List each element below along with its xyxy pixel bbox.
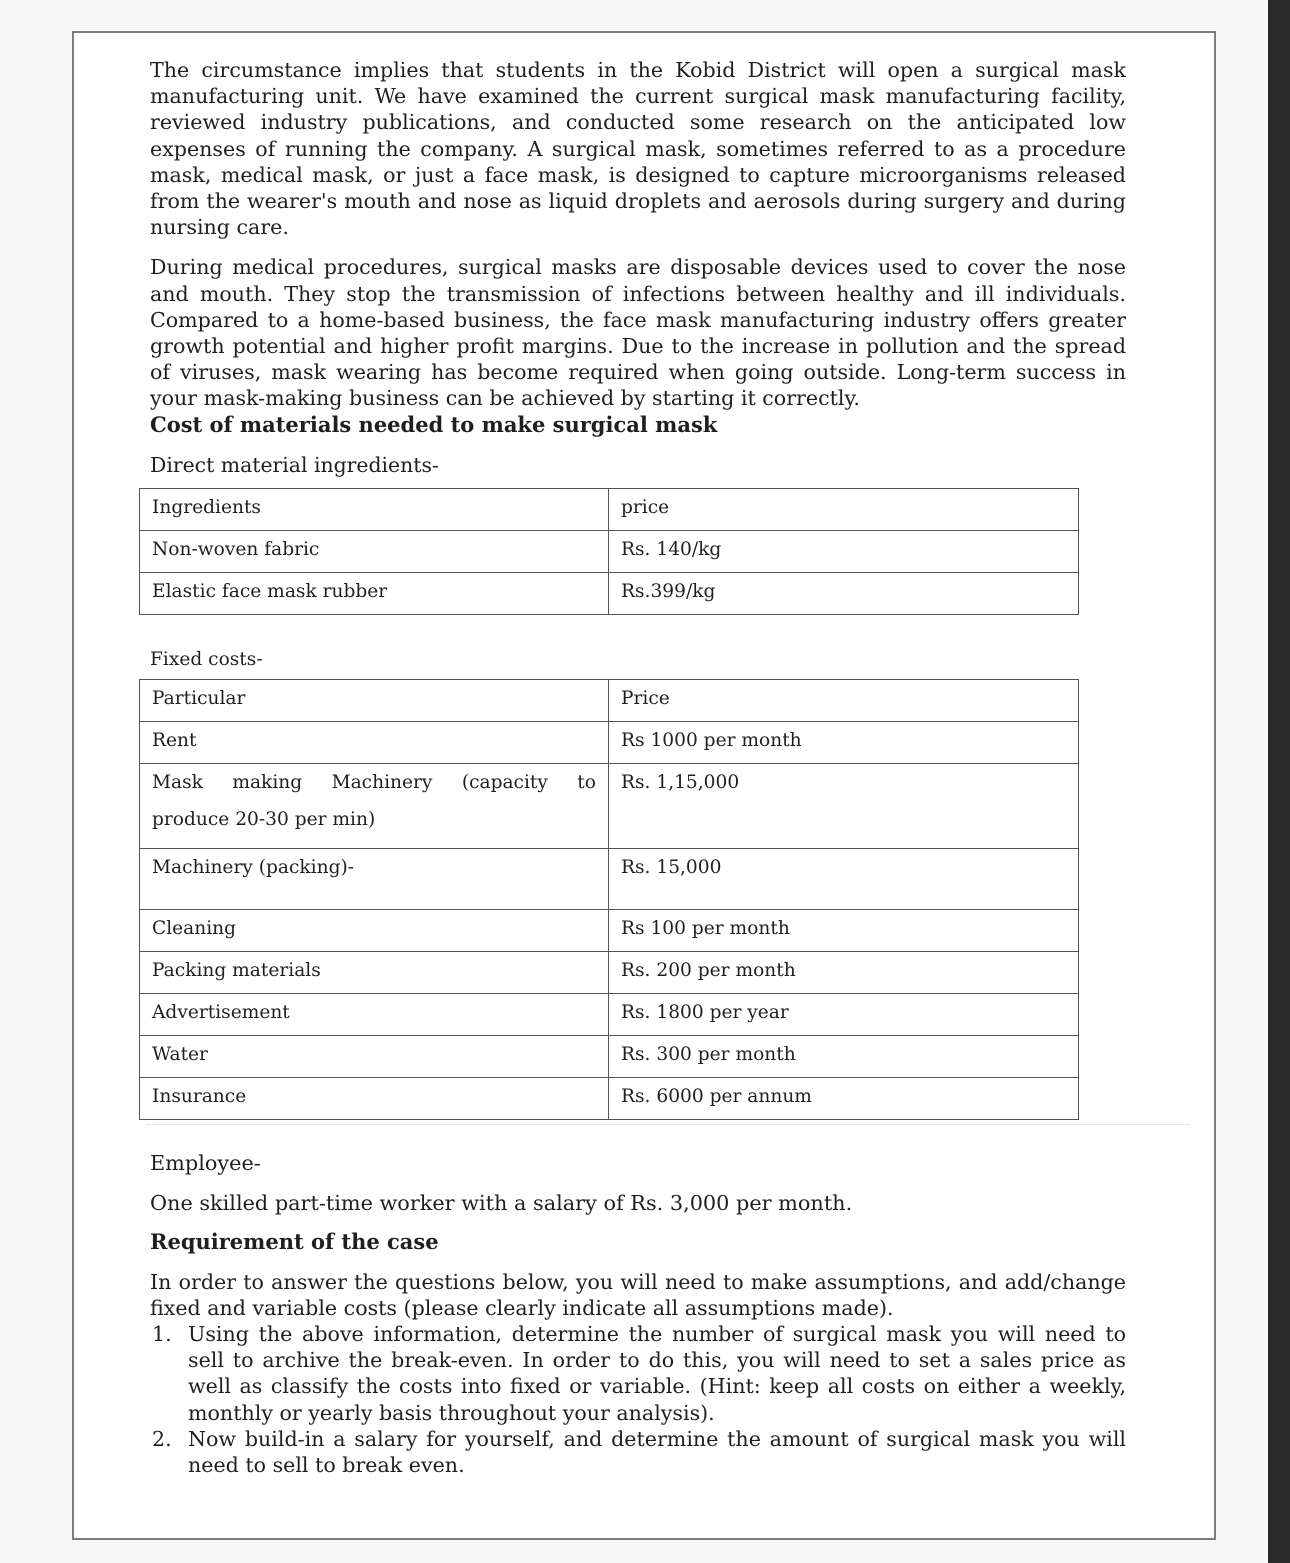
table-cell: Non-woven fabric	[140, 530, 609, 572]
table-row	[140, 1077, 1079, 1119]
table-cell: Rs 100 per month	[609, 909, 1079, 951]
table-cell: Advertisement	[140, 993, 609, 1035]
table-row	[140, 993, 1079, 1035]
word: (capacity	[461, 771, 548, 793]
table-header-cell: price	[609, 488, 1079, 530]
list-item	[150, 1426, 1126, 1478]
table-row	[140, 721, 1079, 763]
list-item	[150, 1321, 1126, 1426]
fixed-costs-label: Fixed costs-	[150, 648, 263, 670]
list-text: Now build-in a salary for yourself, and determine the amount of surgical mask you will need to sell to break even.	[188, 1426, 1126, 1478]
word: to	[577, 771, 596, 793]
table-header-row	[140, 488, 1079, 530]
word: Mask	[152, 771, 203, 793]
table-cell: Water	[140, 1035, 609, 1077]
table-cell: Insurance	[140, 1077, 609, 1119]
table-cell	[140, 763, 609, 848]
intro-paragraph-2: During medical procedures, surgical masks are disposable devices used to cover the nose and mouth. They stop the transmission of infections between healthy and ill individuals. Compared to a home-based business, the face mask manufacturing industry offers greater growth potential and higher profit margins. Due to the increase in pollution and the spread of viruses, mask wearing has become required when going outside. Long-term success in your mask-making business can be achieved by starting it correctly.	[150, 255, 1126, 411]
table-cell: Rs. 1,15,000	[609, 763, 1079, 848]
list-number: 2.	[152, 1426, 172, 1451]
requirement-list	[150, 1321, 1126, 1478]
table-cell: Machinery (packing)-	[140, 848, 609, 909]
table-cell: Rs. 15,000	[609, 848, 1079, 909]
direct-material-label: Direct material ingredients-	[150, 452, 439, 477]
table-row	[140, 1035, 1079, 1077]
list-text: Using the above information, determine the number of surgical mask you will need to sell to archive the break-even. In order to do this, you will need to set a sales price as well as classify the costs into fixed or variable. (Hint: keep all costs on either a weekly, monthly or yearly basis throughout your analysis).	[188, 1322, 1126, 1425]
table-header-cell: Particular	[140, 679, 609, 721]
fixed-costs-table	[139, 679, 1079, 1120]
table-row	[140, 763, 1079, 848]
machinery-line-1	[152, 764, 596, 801]
table-cell: Elastic face mask rubber	[140, 572, 609, 614]
table-row	[140, 951, 1079, 993]
employee-text: One skilled part-time worker with a salary of Rs. 3,000 per month.	[150, 1190, 853, 1215]
table-cell: Rs. 140/kg	[609, 530, 1079, 572]
table-cell: Rs. 200 per month	[609, 951, 1079, 993]
materials-heading: Cost of materials needed to make surgical mask	[150, 411, 718, 437]
table-header-cell: Ingredients	[140, 488, 609, 530]
section-separator	[146, 1124, 1190, 1125]
machinery-line-2: produce 20-30 per min)	[152, 808, 376, 830]
table-cell: Rs. 300 per month	[609, 1035, 1079, 1077]
table-row	[140, 530, 1079, 572]
direct-materials-table	[139, 488, 1079, 615]
table-row	[140, 848, 1079, 909]
table-cell: Rs.399/kg	[609, 572, 1079, 614]
requirement-heading: Requirement of the case	[150, 1228, 439, 1254]
table-header-cell: Price	[609, 679, 1079, 721]
table-row	[140, 572, 1079, 614]
intro-paragraph-1: The circumstance implies that students in the Kobid District will open a surgical mask manufacturing unit. We have examined the current surgical mask manufacturing facility, reviewed industry publications, and conducted some research on the anticipated low expenses of running the company. A surgical mask, sometimes referred to as a procedure mask, medical mask, or just a face mask, is designed to capture microorganisms released from the wearer's mouth and nose as liquid droplets and aerosols during surgery and during nursing care.	[150, 58, 1126, 240]
document-page	[72, 31, 1216, 1540]
table-cell: Rs. 6000 per annum	[609, 1077, 1079, 1119]
word: Machinery	[331, 771, 433, 793]
requirement-intro: In order to answer the questions below, you will need to make assumptions, and add/change fixed and variable costs (please clearly indicate all assumptions made).	[150, 1269, 1126, 1320]
employee-label: Employee-	[150, 1150, 261, 1175]
window-edge-bar	[1268, 0, 1290, 1563]
table-cell: Rent	[140, 721, 609, 763]
table-row	[140, 909, 1079, 951]
table-cell: Packing materials	[140, 951, 609, 993]
table-header-row	[140, 679, 1079, 721]
document-content	[150, 57, 1126, 1478]
list-number: 1.	[152, 1322, 172, 1347]
table-cell: Cleaning	[140, 909, 609, 951]
table-cell: Rs. 1800 per year	[609, 993, 1079, 1035]
table-cell: Rs 1000 per month	[609, 721, 1079, 763]
word: making	[232, 771, 303, 793]
